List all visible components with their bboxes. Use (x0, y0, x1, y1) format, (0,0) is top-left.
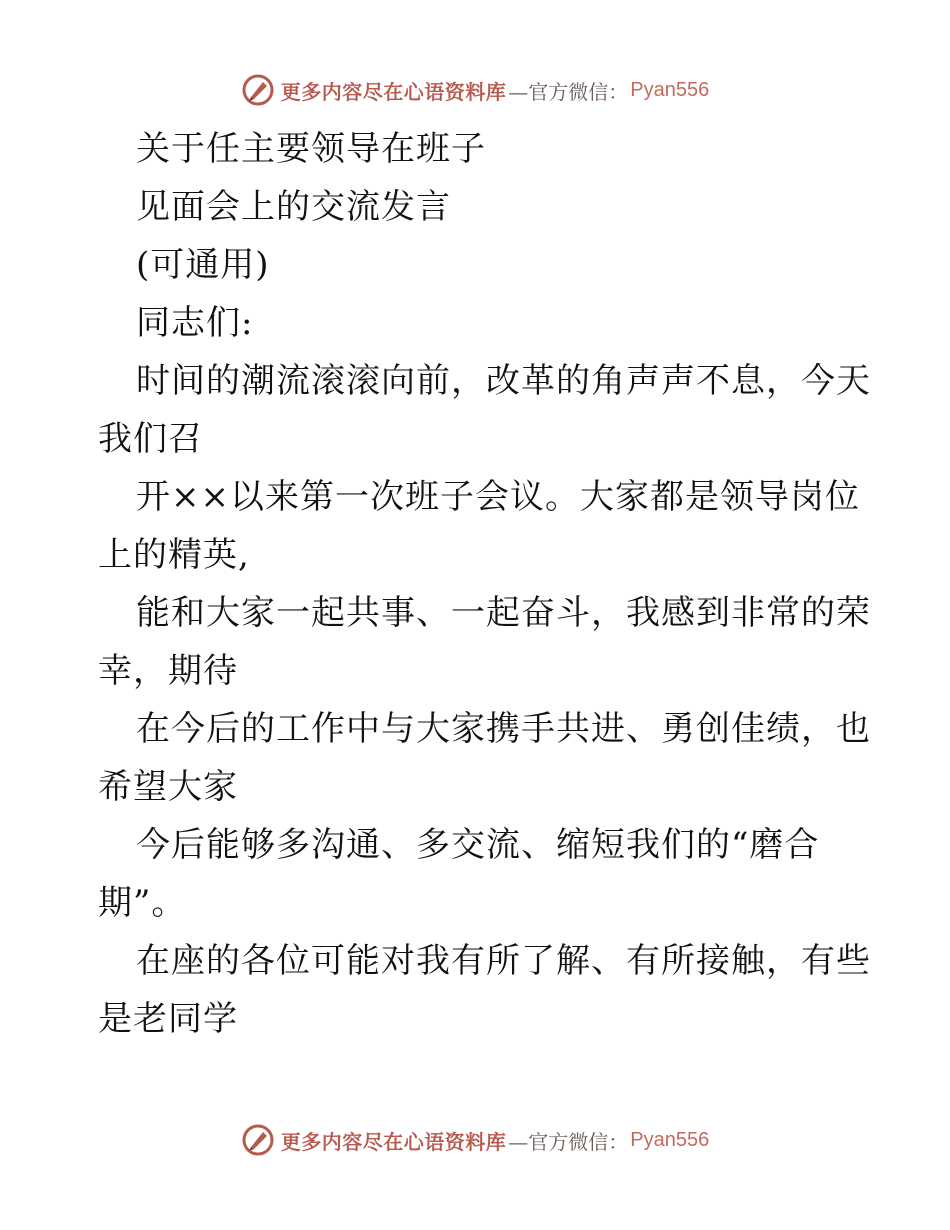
paragraph-line: 在座的各位可能对我有所了解、有所接触，有些 (136, 941, 871, 981)
banner-wechat-id: Pyan556 (630, 1128, 710, 1151)
banner-wechat-id: Pyan556 (630, 78, 710, 101)
doc-title-line-1: 关于任主要领导在班子 (136, 129, 486, 169)
header-banner (0, 70, 950, 110)
paragraph-line: 时间的潮流滚滚向前，改革的角声声不息，今天 (136, 361, 871, 401)
banner-sub-text: —官方微信： (508, 79, 629, 104)
paragraph-line: 上的精英, (98, 535, 250, 575)
paragraph-line: 幸，期待 (98, 651, 238, 691)
paragraph-line: 今后能够多沟通、多交流、缩短我们的“磨合 (136, 825, 820, 865)
paragraph-line: 期”。 (98, 883, 187, 923)
banner-sub-text: —官方微信： (508, 1129, 629, 1154)
pen-logo-icon (241, 1123, 275, 1157)
paragraph-line: 在今后的工作中与大家携手共进、勇创佳绩，也 (136, 709, 871, 749)
paragraph-line: 能和大家一起共事、一起奋斗，我感到非常的荣 (136, 593, 871, 633)
banner-main-text: 更多内容尽在心语资料库 (280, 79, 507, 104)
paragraph-line: 开××以来第一次班子会议。大家都是领导岗位 (136, 477, 860, 517)
paragraph-line: 我们召 (98, 419, 203, 459)
document-body (98, 120, 871, 1048)
paragraph-line: 是老同学 (98, 999, 238, 1039)
doc-title-line-2: 见面会上的交流发言 (136, 187, 451, 227)
footer-banner (0, 1120, 950, 1160)
doc-salutation: 同志们: (136, 303, 254, 343)
pen-logo-icon (241, 73, 275, 107)
banner-main-text: 更多内容尽在心语资料库 (280, 1129, 507, 1154)
doc-title-note: (可通用) (136, 245, 270, 285)
paragraph-line: 希望大家 (98, 767, 238, 807)
